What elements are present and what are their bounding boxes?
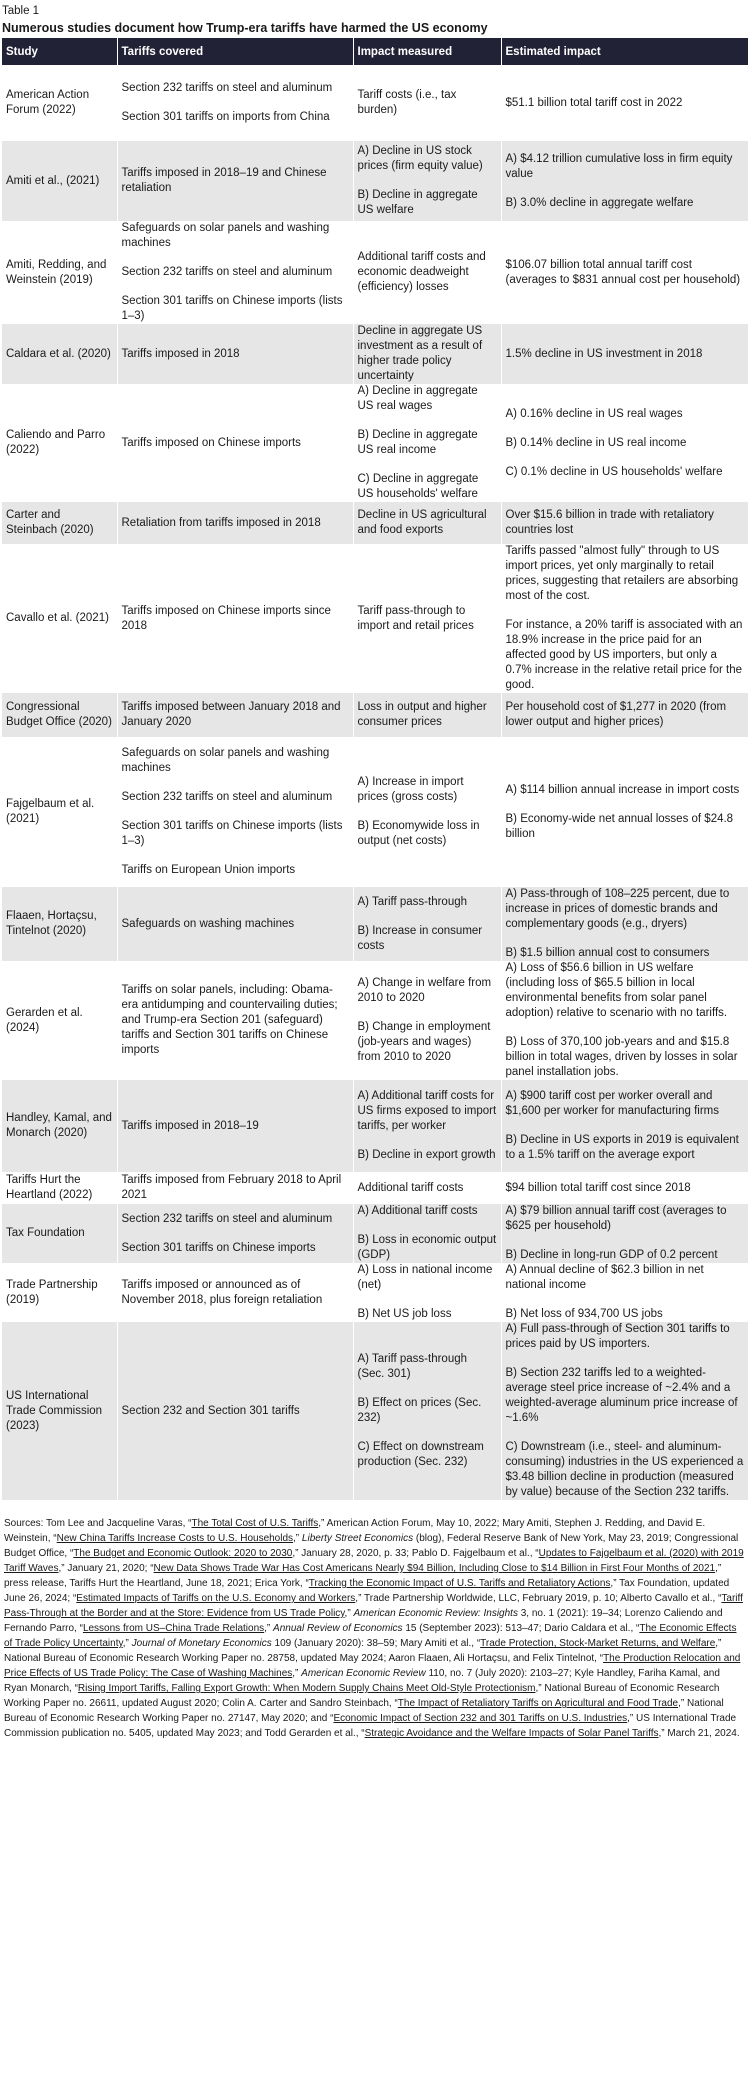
tariffs-covered-cell-content bbox=[122, 1212, 349, 1256]
tariffs-covered-cell-paragraph: Tariffs on European Union imports bbox=[121, 864, 296, 876]
estimated-impact-cell-paragraph: A) $4.12 trillion cumulative loss in firm equity value bbox=[505, 152, 733, 180]
source-publication-title: American Economic Review bbox=[301, 1668, 426, 1679]
study-cell bbox=[2, 65, 117, 141]
column-header-impact-measured: Impact measured bbox=[353, 38, 501, 65]
tariffs-covered-cell bbox=[117, 693, 353, 737]
source-text: ,” US International Trade Commission publication no. 5405, updated May 2023; and Todd Gerarden et al., “ bbox=[4, 1713, 737, 1739]
estimated-impact-cell-paragraph: A) Full pass-through of Section 301 tariffs to prices paid by US importers. bbox=[505, 1323, 730, 1350]
study-cell bbox=[2, 384, 117, 502]
table-body bbox=[2, 65, 748, 1500]
tariffs-covered-cell-paragraph: Section 301 tariffs on imports from China bbox=[121, 111, 330, 123]
impact-measured-cell-paragraph: Additional tariff costs bbox=[357, 1181, 464, 1194]
source-link[interactable]: Updates to Fajgelbaum et al. (2020) with 2019 Tariff Waves bbox=[4, 1548, 744, 1574]
estimated-impact-cell bbox=[501, 1172, 748, 1204]
source-publication-title: American Economic Review: Insights bbox=[353, 1608, 518, 1619]
estimated-impact-cell-paragraph: C) 0.1% decline in US households' welfare bbox=[505, 465, 723, 478]
impact-measured-cell-paragraph: A) Tariff pass-through (Sec. 301) bbox=[357, 1353, 468, 1380]
study-cell-text: Handley, Kamal, and Monarch (2020) bbox=[6, 1112, 112, 1139]
study-cell-text: Tariffs Hurt the Heartland (2022) bbox=[6, 1174, 93, 1201]
study-cell bbox=[2, 887, 117, 961]
impact-measured-cell-paragraph: Tariff costs (i.e., tax burden) bbox=[357, 89, 457, 116]
estimated-impact-cell-content bbox=[506, 544, 745, 693]
estimated-impact-cell-paragraph: A) $114 billion annual increase in import costs bbox=[505, 783, 740, 796]
table-row bbox=[2, 1204, 748, 1263]
source-text: Sources: Tom Lee and Jacqueline Varas, “ bbox=[4, 1518, 192, 1529]
source-text: 109 (January 2020): 38–59; Mary Amiti et al., “ bbox=[271, 1638, 481, 1649]
impact-measured-cell-paragraph: A) Loss in national income (net) bbox=[357, 1264, 493, 1291]
source-link[interactable]: The Economic Effects of Trade Policy Uncertainty bbox=[4, 1623, 737, 1649]
tariffs-covered-cell-paragraph: Section 232 and Section 301 tariffs bbox=[121, 1404, 300, 1417]
estimated-impact-cell-content bbox=[506, 1204, 745, 1263]
estimated-impact-cell-paragraph: A) Pass-through of 108–225 percent, due to increase in prices of domestic brands and complementary goods (e.g., dryers) bbox=[505, 888, 730, 930]
estimated-impact-cell-content bbox=[506, 152, 745, 211]
tariffs-covered-cell bbox=[117, 502, 353, 544]
impact-measured-cell-content bbox=[358, 88, 497, 118]
tariffs-covered-cell-paragraph: Tariffs imposed or announced as of November 2018, plus foreign retaliation bbox=[121, 1278, 323, 1306]
estimated-impact-cell bbox=[501, 221, 748, 324]
impact-measured-cell bbox=[353, 384, 501, 502]
impact-measured-cell bbox=[353, 502, 501, 544]
tariffs-covered-cell-paragraph: Section 232 tariffs on steel and aluminum bbox=[121, 266, 333, 278]
tariffs-covered-cell bbox=[117, 65, 353, 141]
estimated-impact-cell-paragraph: $94 billion total tariff cost since 2018 bbox=[505, 1181, 691, 1194]
tariffs-covered-cell bbox=[117, 961, 353, 1080]
study-cell-text: US International Trade Commission (2023) bbox=[6, 1389, 103, 1432]
impact-measured-cell-content bbox=[358, 1089, 497, 1163]
estimated-impact-cell-paragraph: B) 0.14% decline in US real income bbox=[505, 436, 687, 449]
source-text: ,” bbox=[122, 1638, 132, 1649]
tariffs-covered-cell-paragraph: Retaliation from tariffs imposed in 2018 bbox=[121, 516, 321, 529]
impact-measured-cell-content bbox=[358, 384, 497, 502]
estimated-impact-cell-paragraph: $106.07 billion total annual tariff cost (averages to $831 annual cost per household) bbox=[505, 258, 741, 286]
study-cell-text: Tax Foundation bbox=[6, 1227, 85, 1239]
tariffs-covered-cell-paragraph: Safeguards on solar panels and washing machines bbox=[121, 222, 330, 249]
estimated-impact-cell bbox=[501, 65, 748, 141]
tariffs-covered-cell-paragraph: Tariffs imposed between January 2018 and January 2020 bbox=[121, 701, 341, 728]
impact-measured-cell-content bbox=[358, 1181, 497, 1196]
impact-measured-cell-paragraph: A) Additional tariff costs for US firms exposed to import tariffs, per worker bbox=[357, 1090, 497, 1132]
impact-measured-cell-paragraph: B) Loss in economic output (GDP) bbox=[357, 1234, 497, 1261]
table-row bbox=[2, 961, 748, 1080]
table-row bbox=[2, 1263, 748, 1322]
study-cell-text: Congressional Budget Office (2020) bbox=[6, 701, 112, 728]
tariffs-covered-cell bbox=[117, 1322, 353, 1500]
tariffs-covered-cell-paragraph: Tariffs imposed on Chinese imports bbox=[121, 436, 301, 449]
study-cell bbox=[2, 1172, 117, 1204]
estimated-impact-cell-paragraph: A) 0.16% decline in US real wages bbox=[505, 407, 683, 420]
source-link[interactable]: New China Tariffs Increase Costs to U.S. Households bbox=[56, 1533, 294, 1544]
source-link[interactable]: Tracking the Economic Impact of U.S. Tariffs and Retaliatory Actions bbox=[308, 1578, 611, 1589]
estimated-impact-cell bbox=[501, 887, 748, 961]
estimated-impact-cell-paragraph: A) $79 billion annual tariff cost (averages to $625 per household) bbox=[505, 1205, 727, 1232]
impact-measured-cell-paragraph: B) Economywide loss in output (net costs) bbox=[357, 820, 480, 847]
tariffs-covered-cell bbox=[117, 141, 353, 221]
impact-measured-cell-paragraph: A) Decline in US stock prices (firm equity value) bbox=[357, 145, 483, 172]
study-cell bbox=[2, 221, 117, 324]
impact-measured-cell-paragraph: Loss in output and higher consumer prices bbox=[357, 701, 487, 728]
impact-measured-cell-paragraph: C) Effect on downstream production (Sec. 232) bbox=[357, 1441, 484, 1468]
impact-measured-cell-content bbox=[358, 1352, 497, 1470]
source-text: ,” Trade Partnership Worldwide, LLC, February 2019, p. 10; Alberto Cavallo et al., “ bbox=[355, 1593, 722, 1604]
table-row bbox=[2, 1322, 748, 1500]
tariffs-covered-cell-content bbox=[122, 221, 349, 324]
impact-measured-cell-content bbox=[358, 324, 497, 384]
source-text: ,” National Bureau of Economic Research Working Paper no. 28758, updated May 2024; Aaron Flaaen, Ali Hortaçsu, and Felix Tintelnot, “ bbox=[4, 1638, 722, 1664]
table-row bbox=[2, 502, 748, 544]
impact-measured-cell bbox=[353, 737, 501, 887]
tariffs-covered-cell-paragraph: Tariffs imposed in 2018–19 and Chinese retaliation bbox=[121, 167, 327, 194]
estimated-impact-cell-paragraph: 1.5% decline in US investment in 2018 bbox=[505, 347, 703, 360]
table-row bbox=[2, 693, 748, 737]
source-link[interactable]: Strategic Avoidance and the Welfare Impacts of Solar Panel Tariffs bbox=[364, 1728, 659, 1739]
estimated-impact-cell bbox=[501, 1204, 748, 1263]
tariffs-covered-cell-paragraph: Tariffs imposed in 2018 bbox=[121, 347, 240, 360]
tariffs-covered-cell-paragraph: Section 301 tariffs on Chinese imports (lists 1–3) bbox=[121, 820, 343, 847]
source-link[interactable]: The Production Relocation and Price Effects of US Trade Policy: The Case of Washing Machines bbox=[4, 1653, 741, 1679]
source-text: ,” Tax Foundation, updated June 26, 2024; “ bbox=[4, 1578, 730, 1604]
source-link[interactable]: Trade Protection, Stock-Market Returns, and Welfare bbox=[480, 1638, 716, 1649]
tariffs-covered-cell-paragraph: Tariffs imposed on Chinese imports since 2018 bbox=[121, 604, 331, 632]
impact-measured-cell-paragraph: B) Effect on prices (Sec. 232) bbox=[357, 1397, 482, 1424]
study-cell bbox=[2, 1322, 117, 1500]
impact-measured-cell bbox=[353, 1172, 501, 1204]
estimated-impact-cell-content bbox=[506, 1263, 745, 1322]
source-text: 15 (September 2023): 513–47; Dario Caldara et al., “ bbox=[402, 1623, 640, 1634]
tariffs-covered-cell-paragraph: Tariffs imposed in 2018–19 bbox=[121, 1119, 259, 1132]
study-cell bbox=[2, 1263, 117, 1322]
estimated-impact-cell-content bbox=[506, 887, 745, 961]
table-header-row bbox=[2, 38, 748, 65]
table-kicker: Table 1 bbox=[2, 5, 40, 17]
impact-measured-cell-paragraph: A) Increase in import prices (gross costs) bbox=[357, 776, 464, 803]
tariffs-covered-cell-content bbox=[122, 436, 349, 451]
estimated-impact-cell-paragraph: For instance, a 20% tariff is associated with an 18.9% increase in the price paid for an affected good by US importers, but only a 0.7% increase in the relative retail price for the good. bbox=[505, 619, 743, 691]
impact-measured-cell-paragraph: B) Change in employment (job-years and wages) from 2010 to 2020 bbox=[357, 1021, 491, 1063]
tariffs-covered-cell-paragraph: Tariffs imposed from February 2018 to April 2021 bbox=[121, 1174, 342, 1201]
study-cell-text: Gerarden et al. (2024) bbox=[6, 1006, 83, 1034]
impact-measured-cell-paragraph: B) Increase in consumer costs bbox=[357, 924, 483, 952]
estimated-impact-cell-content bbox=[506, 1322, 745, 1500]
estimated-impact-cell-paragraph: B) Net loss of 934,700 US jobs bbox=[505, 1308, 663, 1320]
study-cell-text: Amiti et al., (2021) bbox=[6, 174, 100, 187]
estimated-impact-cell-paragraph: A) $900 tariff cost per worker overall and $1,600 per worker for manufacturing firms bbox=[505, 1090, 719, 1117]
study-cell bbox=[2, 693, 117, 737]
estimated-impact-cell-content bbox=[506, 258, 745, 288]
source-text: ,” bbox=[292, 1668, 302, 1679]
impact-measured-cell bbox=[353, 1080, 501, 1172]
impact-measured-cell-content bbox=[358, 976, 497, 1065]
estimated-impact-cell bbox=[501, 1080, 748, 1172]
impact-measured-cell-content bbox=[358, 700, 497, 730]
estimated-impact-cell-paragraph: B) 3.0% decline in aggregate welfare bbox=[505, 196, 694, 209]
tariffs-covered-cell bbox=[117, 1204, 353, 1263]
tariffs-covered-cell-paragraph: Section 232 tariffs on steel and aluminum bbox=[121, 82, 333, 94]
source-link[interactable]: The Total Cost of U.S. Tariffs bbox=[191, 1518, 319, 1529]
tariffs-covered-cell-content bbox=[122, 1119, 349, 1134]
impact-measured-cell-content bbox=[358, 775, 497, 849]
impact-measured-cell-paragraph: A) Tariff pass-through bbox=[357, 895, 468, 908]
study-cell bbox=[2, 1204, 117, 1263]
impact-measured-cell-paragraph: A) Decline in aggregate US real wages bbox=[357, 385, 478, 412]
impact-measured-cell bbox=[353, 693, 501, 737]
table-row bbox=[2, 324, 748, 384]
source-text: ,” bbox=[344, 1608, 354, 1619]
estimated-impact-cell bbox=[501, 544, 748, 693]
estimated-impact-cell-content bbox=[506, 347, 745, 362]
table-row bbox=[2, 544, 748, 693]
tariffs-covered-cell bbox=[117, 384, 353, 502]
tariffs-covered-cell-content bbox=[122, 917, 349, 932]
impact-measured-cell bbox=[353, 65, 501, 141]
source-text: ,” March 21, 2024. bbox=[658, 1728, 740, 1739]
impact-measured-cell bbox=[353, 961, 501, 1080]
impact-measured-cell-paragraph: B) Decline in aggregate US welfare bbox=[357, 189, 478, 216]
tariffs-covered-cell-content bbox=[122, 1173, 349, 1203]
impact-measured-cell-content bbox=[358, 144, 497, 218]
study-cell bbox=[2, 544, 117, 693]
estimated-impact-cell-content bbox=[506, 961, 745, 1080]
impact-measured-cell-content bbox=[358, 1204, 497, 1263]
impact-measured-cell-content bbox=[358, 250, 497, 295]
estimated-impact-cell-paragraph: B) Decline in US exports in 2019 is equivalent to a 1.5% tariff on the average export bbox=[505, 1134, 739, 1161]
source-publication-title: Annual Review of Economics bbox=[273, 1623, 403, 1634]
estimated-impact-cell-paragraph: B) Decline in long-run GDP of 0.2 percent bbox=[505, 1249, 718, 1261]
study-cell bbox=[2, 324, 117, 384]
impact-measured-cell bbox=[353, 221, 501, 324]
estimated-impact-cell-content bbox=[506, 407, 745, 480]
tariffs-covered-cell bbox=[117, 544, 353, 693]
estimated-impact-cell-paragraph: B) Economy-wide net annual losses of $24.8 billion bbox=[505, 812, 734, 840]
tariffs-covered-cell-content bbox=[122, 1278, 349, 1308]
source-text: ,” National Bureau of Economic Research Working Paper no. 26611, updated August 2020; Colin A. Carter and Sandro Steinbach, “ bbox=[4, 1683, 720, 1709]
tariffs-covered-cell-content bbox=[122, 983, 349, 1058]
source-text: ,” January 21, 2020; “ bbox=[58, 1563, 154, 1574]
impact-measured-cell bbox=[353, 544, 501, 693]
source-text: ,” press release, Tariffs Hurt the Heartland, June 18, 2021; Erica York, “ bbox=[4, 1563, 722, 1589]
impact-measured-cell-content bbox=[358, 604, 497, 634]
table-row bbox=[2, 1080, 748, 1172]
estimated-impact-cell-paragraph: Per household cost of $1,277 in 2020 (from lower output and higher prices) bbox=[505, 701, 727, 728]
estimated-impact-cell-content bbox=[506, 508, 745, 538]
source-link[interactable]: The Budget and Economic Outlook: 2020 to 2030 bbox=[73, 1548, 293, 1559]
tariffs-covered-cell-content bbox=[122, 516, 349, 531]
tariffs-covered-cell-paragraph: Tariffs on solar panels, including: Obama-era antidumping and countervailing duties; and Trump-era Section 201 (safeguard) tariffs and Section 301 tariffs on Chinese imports bbox=[121, 984, 338, 1056]
estimated-impact-cell bbox=[501, 502, 748, 544]
tariffs-covered-cell-content bbox=[122, 604, 349, 634]
study-cell-text: Caldara et al. (2020) bbox=[6, 347, 111, 360]
estimated-impact-cell bbox=[501, 1263, 748, 1322]
study-cell bbox=[2, 1080, 117, 1172]
column-header-estimated-impact: Estimated impact bbox=[501, 38, 748, 65]
studies-table bbox=[2, 38, 748, 1500]
source-link[interactable]: Economic Impact of Section 232 and 301 Tariffs on U.S. Industries bbox=[333, 1713, 628, 1724]
source-link[interactable]: Rising Import Tariffs, Falling Export Growth: When Modern Supply Chains Meet Old-Style Protectionism bbox=[77, 1683, 536, 1694]
estimated-impact-cell bbox=[501, 961, 748, 1080]
impact-measured-cell-paragraph: B) Decline in export growth bbox=[357, 1149, 496, 1161]
estimated-impact-cell-paragraph: B) Loss of 370,100 job-years and and $15.8 billion in total wages, driven by losses in solar panel installation jobs. bbox=[505, 1036, 738, 1078]
impact-measured-cell bbox=[353, 141, 501, 221]
study-cell-text: American Action Forum (2022) bbox=[6, 89, 90, 116]
impact-measured-cell bbox=[353, 887, 501, 961]
tariffs-covered-cell bbox=[117, 324, 353, 384]
estimated-impact-cell-paragraph: $51.1 billion total tariff cost in 2022 bbox=[505, 96, 683, 109]
study-cell-text: Trade Partnership (2019) bbox=[6, 1278, 98, 1306]
estimated-impact-cell-paragraph: A) Loss of $56.6 billion in US welfare (including loss of $65.5 billion in local environmental benefits from solar panel adoption) relative to scenario with no tariffs. bbox=[505, 962, 728, 1019]
table-row bbox=[2, 384, 748, 502]
tariffs-covered-cell bbox=[117, 1080, 353, 1172]
table-title: Numerous studies document how Trump-era tariffs have harmed the US economy bbox=[2, 21, 488, 35]
impact-measured-cell-paragraph: Additional tariff costs and economic deadweight (efficiency) losses bbox=[357, 251, 486, 293]
impact-measured-cell-paragraph: Tariff pass-through to import and retail prices bbox=[357, 604, 474, 632]
table-row bbox=[2, 737, 748, 887]
impact-measured-cell-content bbox=[358, 508, 497, 538]
study-cell bbox=[2, 961, 117, 1080]
tariffs-covered-cell-paragraph: Section 232 tariffs on steel and aluminum bbox=[121, 791, 333, 803]
estimated-impact-cell bbox=[501, 384, 748, 502]
tariffs-covered-cell-content bbox=[122, 700, 349, 730]
impact-measured-cell bbox=[353, 1263, 501, 1322]
column-header-study: Study bbox=[2, 38, 117, 65]
estimated-impact-cell-content bbox=[506, 700, 745, 730]
estimated-impact-cell-content bbox=[506, 96, 745, 111]
impact-measured-cell-content bbox=[358, 1263, 497, 1322]
source-publication-title: Journal of Monetary Economics bbox=[131, 1638, 272, 1649]
study-cell-text: Fajgelbaum et al. (2021) bbox=[6, 798, 95, 825]
table-row bbox=[2, 141, 748, 221]
estimated-impact-cell bbox=[501, 324, 748, 384]
estimated-impact-cell-paragraph: C) Downstream (i.e., steel- and aluminum-consuming) industries in the US experienced a $3.48 billion decline in production (measured by value) because of the Section 232 tariffs. bbox=[505, 1441, 744, 1498]
study-cell-text: Flaaen, Hortaçsu, Tintelnot (2020) bbox=[6, 910, 97, 937]
tariffs-covered-cell-content bbox=[122, 1404, 349, 1419]
source-text: ,” bbox=[264, 1623, 274, 1634]
table-row bbox=[2, 1172, 748, 1204]
source-link[interactable]: New Data Shows Trade War Has Cost Americans Nearly $94 Billion, Including Close to $14 Billion in First Four Months of 2021 bbox=[153, 1563, 716, 1574]
estimated-impact-cell bbox=[501, 1322, 748, 1500]
tariffs-covered-cell-paragraph: Section 301 tariffs on Chinese imports bbox=[121, 1241, 316, 1254]
source-link[interactable]: Lessons from US–China Trade Relations bbox=[82, 1623, 265, 1634]
tariffs-covered-cell-paragraph: Safeguards on solar panels and washing machines bbox=[121, 747, 330, 774]
study-cell-text: Caliendo and Parro (2022) bbox=[6, 429, 106, 456]
tariffs-covered-cell-content bbox=[122, 347, 349, 362]
sources-note bbox=[2, 1500, 748, 1741]
impact-measured-cell-paragraph: A) Additional tariff costs bbox=[357, 1205, 478, 1217]
impact-measured-cell bbox=[353, 1322, 501, 1500]
estimated-impact-cell-paragraph: B) $1.5 billion annual cost to consumers bbox=[505, 947, 710, 959]
source-text: (blog), Federal Reserve Bank of New York, May 23, 2019; Congressional Budget Office, “ bbox=[4, 1533, 739, 1559]
estimated-impact-cell-content bbox=[506, 1181, 745, 1196]
source-text: ,” National Bureau of Economic Research Working Paper no. 27147, May 2020; and “ bbox=[4, 1698, 724, 1724]
study-cell-text: Carter and Steinbach (2020) bbox=[6, 509, 94, 536]
table-row bbox=[2, 65, 748, 141]
estimated-impact-cell bbox=[501, 693, 748, 737]
tariffs-covered-cell bbox=[117, 887, 353, 961]
estimated-impact-cell-paragraph: Over $15.6 billion in trade with retaliatory countries lost bbox=[505, 509, 714, 536]
tariffs-covered-cell bbox=[117, 1172, 353, 1204]
estimated-impact-cell-paragraph: Tariffs passed "almost fully" through to US import prices, yet only marginally to retail prices, suggesting that retailers are absorbing most of the cost. bbox=[505, 545, 739, 602]
tariffs-covered-cell bbox=[117, 221, 353, 324]
source-link[interactable]: Estimated Impacts of Tariffs on the U.S. Economy and Workers bbox=[76, 1593, 356, 1604]
source-text: ,” bbox=[293, 1533, 302, 1544]
source-publication-title: Liberty Street Economics bbox=[301, 1533, 414, 1544]
impact-measured-cell-paragraph: B) Net US job loss bbox=[357, 1308, 452, 1320]
tariffs-covered-cell-paragraph: Safeguards on washing machines bbox=[121, 917, 295, 930]
tariffs-covered-cell-content bbox=[122, 81, 349, 125]
source-text: 110, no. 7 (July 2020): 2103–27; Kyle Handley, Fariha Kamal, and Ryan Monarch, “ bbox=[4, 1668, 720, 1694]
tariffs-covered-cell-paragraph: Section 301 tariffs on Chinese imports (lists 1–3) bbox=[121, 295, 343, 322]
tariffs-covered-cell bbox=[117, 1263, 353, 1322]
tariffs-covered-cell bbox=[117, 737, 353, 887]
table-row bbox=[2, 221, 748, 324]
estimated-impact-cell-content bbox=[506, 1089, 745, 1163]
estimated-impact-cell bbox=[501, 141, 748, 221]
impact-measured-cell-content bbox=[358, 895, 497, 954]
impact-measured-cell bbox=[353, 1204, 501, 1263]
estimated-impact-cell-content bbox=[506, 783, 745, 842]
source-text: 3, no. 1 (2021): 19–34; Lorenzo Caliendo and Fernando Parro, “ bbox=[4, 1608, 723, 1634]
study-cell-text: Amiti, Redding, and Weinstein (2019) bbox=[6, 258, 107, 286]
tariffs-covered-cell-paragraph: Section 232 tariffs on steel and aluminum bbox=[121, 1212, 333, 1225]
study-cell-text: Cavallo et al. (2021) bbox=[6, 612, 109, 624]
source-link[interactable]: The Impact of Retaliatory Tariffs on Agricultural and Food Trade bbox=[397, 1698, 679, 1709]
source-text: ,” American Action Forum, May 10, 2022; Mary Amiti, Stephen J. Redding, and David E. Weinstein, “ bbox=[4, 1518, 706, 1544]
impact-measured-cell-paragraph: A) Change in welfare from 2010 to 2020 bbox=[357, 977, 492, 1004]
tariffs-covered-cell-content bbox=[122, 166, 349, 196]
impact-measured-cell-paragraph: C) Decline in aggregate US households' welfare bbox=[357, 473, 479, 500]
impact-measured-cell bbox=[353, 324, 501, 384]
impact-measured-cell-paragraph: Decline in US agricultural and food exports bbox=[357, 509, 487, 536]
source-text: ,” January 28, 2020, p. 33; Pablo D. Fajgelbaum et al., “ bbox=[292, 1548, 539, 1559]
study-cell bbox=[2, 502, 117, 544]
tariffs-covered-cell-content bbox=[122, 746, 349, 878]
impact-measured-cell-paragraph: Decline in aggregate US investment as a result of higher trade policy uncertainty bbox=[357, 325, 483, 382]
column-header-tariffs-covered: Tariffs covered bbox=[117, 38, 353, 65]
estimated-impact-cell bbox=[501, 737, 748, 887]
impact-measured-cell-paragraph: B) Decline in aggregate US real income bbox=[357, 429, 478, 456]
study-cell bbox=[2, 737, 117, 887]
estimated-impact-cell-paragraph: A) Annual decline of $62.3 billion in net national income bbox=[505, 1264, 704, 1291]
estimated-impact-cell-paragraph: B) Section 232 tariffs led to a weighted-average steel price increase of ~2.4% and a weighted-average aluminum price increase of ~1.6% bbox=[505, 1367, 738, 1424]
source-link[interactable]: Tariff Pass-Through at the Border and at the Store: Evidence from US Trade Policy bbox=[4, 1593, 743, 1619]
study-cell bbox=[2, 141, 117, 221]
table-row bbox=[2, 887, 748, 961]
